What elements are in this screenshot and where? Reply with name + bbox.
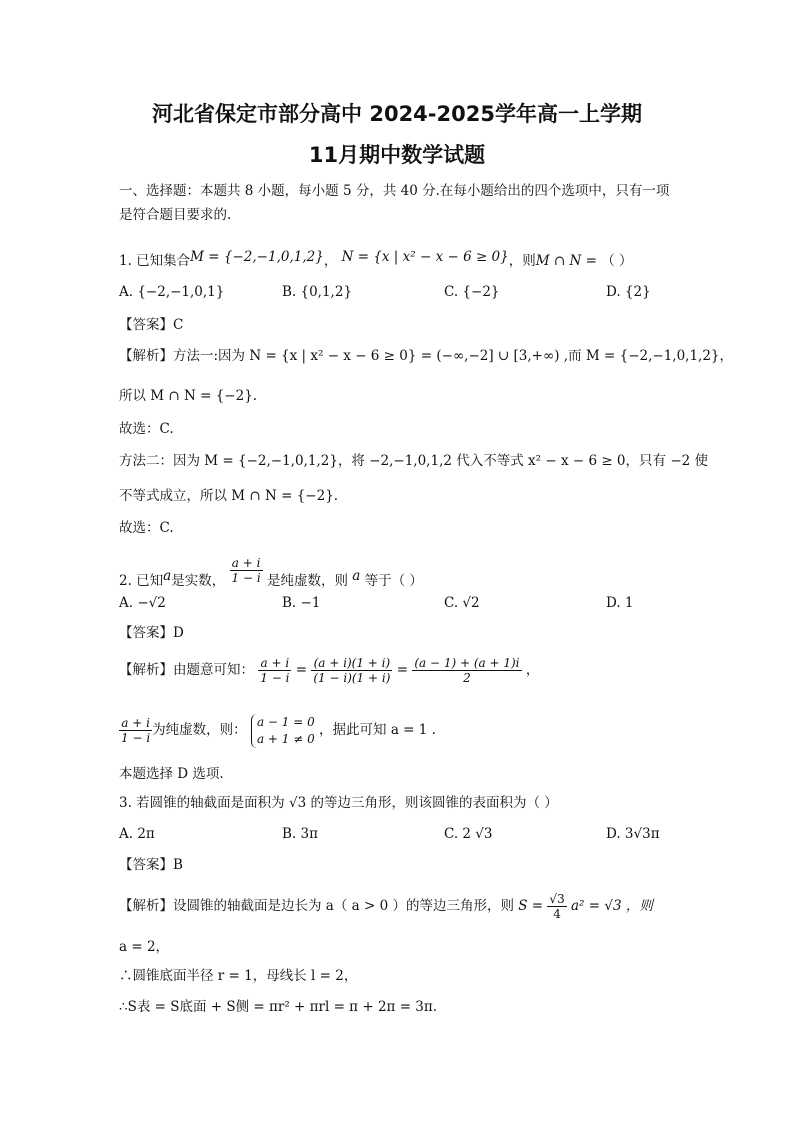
q3-option-d: D. 3√3π [606,826,660,842]
q1-option-b: B. {0,1,2} [282,284,353,300]
q2-system-line-1: a − 1 = 0 [256,714,315,729]
q1-analysis-2: 所以 M ∩ N = {−2}. [119,388,258,404]
q1-answer: 【答案】C [119,317,184,333]
q2-option-d: D. 1 [606,595,634,611]
q2-answer: 【答案】D [119,625,184,641]
q2-analysis-1 [119,652,539,688]
q2-option-b: B. −1 [282,595,321,611]
q1-stem-mid: ，则 [508,253,536,269]
q3-analysis-4: ∴S表 = S底面 + S侧 = πr² + πrl = π + 2π = 3π. [119,999,438,1015]
q2-system-line-2: a + 1 ≠ 0 [256,731,315,746]
q2-f3-den: 2 [463,671,471,685]
q2-var-a-2: a [352,568,361,584]
q3-frac-num: √3 [549,892,565,906]
q2-analysis-2-mid: 为纯虚数，则： [152,722,247,738]
q2-stem-frac-den: 1 − i [231,571,261,585]
q1-option-c: C. {−2} [444,284,500,300]
q3-frac-den: 4 [553,907,561,921]
q1-option-a: A. {−2,−1,0,1} [119,284,225,300]
q2-analysis-2-end: ，据此可知 a = 1 . [319,722,436,738]
q3-s-rest: a² = √3 ，则 [571,898,653,914]
q1-set-m: M = {−2,−1,0,1,2} [190,249,324,265]
q2-eq-1: = [295,662,308,678]
q1-set-n: N = {x | x² − x − 6 ≥ 0} [341,249,509,265]
q2-analysis-2 [119,710,436,750]
q3-analysis-2: a = 2， [119,939,170,955]
q2-stem-frac-num: a + i [230,556,263,571]
q2-f2-num: (a + i)(1 + i) [311,656,392,671]
q1-analysis-6: 故选：C. [119,520,174,536]
q2-eq-2: = [396,662,409,678]
q2-stem [119,556,423,596]
q1-stem-sep: ， [323,253,338,269]
q2-f1-den: 1 − i [260,671,290,685]
q2-fraction-4 [119,716,152,745]
q2-f4-num: a + i [119,716,152,731]
q2-fraction-2 [311,656,392,685]
q3-s-eq: S = [518,898,544,914]
q1-option-d: D. {2} [606,284,651,300]
q2-option-c: C. √2 [444,595,480,611]
section-heading-line-1: 一、选择题：本题共 8 小题，每小题 5 分，共 40 分.在每小题给出的四个选项中，只有一项 [119,183,670,199]
q2-comma: ， [525,662,540,678]
q1-expr: M ∩ N = [535,253,597,269]
q2-f2-den: (1 − i)(1 + i) [313,671,391,685]
q3-option-c: C. 2 √3 [444,826,493,842]
document-title-line-1: 河北省保定市部分高中 2024-2025学年高一上学期 [152,102,642,126]
q2-f1-num: a + i [258,656,291,671]
q3-analysis-3: ∴圆锥底面半径 r = 1，母线长 l = 2， [119,968,358,984]
q2-fraction-1 [258,656,291,685]
q2-stem-d: 等于（ ） [364,573,423,589]
q2-option-a: A. −√2 [119,595,166,611]
q2-f3-num: (a − 1) + (a + 1)i [414,656,520,670]
q3-analysis-1 [119,888,653,924]
q1-analysis-3: 故选：C. [119,421,174,437]
q1-analysis-5: 不等式成立，所以 M ∩ N = {−2}. [119,488,339,504]
q2-stem-b: 是实数， [171,573,226,589]
q2-stem-fraction [230,556,263,585]
q1-analysis-1: 【解析】方法一:因为 N = {x | x² − x − 6 ≥ 0} = (−∞,−2] ∪ [3,+∞) ,而 M = {−2,−1,0,1,2}， [119,348,734,364]
q1-stem [119,248,632,270]
section-heading-line-2: 是符合题目要求的. [119,207,232,223]
q2-fraction-3 [412,656,521,685]
q2-analysis-3: 本题选择 D 选项. [119,766,224,782]
q2-stem-c: 是纯虚数，则 [266,573,348,589]
q1-stem-prefix: 1. 已知集合 [119,253,191,269]
q1-paren: （ ） [601,253,633,269]
q2-stem-prefix: 2. 已知 [119,573,164,589]
q3-fraction [547,892,566,921]
q3-option-a: A. 2π [119,826,155,842]
q3-stem: 3. 若圆锥的轴截面是面积为 √3 的等边三角形，则该圆锥的表面积为（ ） [119,795,558,811]
q2-equation-system [251,714,315,748]
q2-analysis-prefix: 【解析】由题意可知： [119,662,254,678]
q3-option-b: B. 3π [282,826,318,842]
document-title-line-2: 11月期中数学试题 [308,143,486,167]
q3-answer: 【答案】B [119,857,183,873]
q2-var-a: a [163,568,172,584]
q1-analysis-4: 方法二：因为 M = {−2,−1,0,1,2}，将 −2,−1,0,1,2 代入不等式 x² − x − 6 ≥ 0，只有 −2 使 [119,453,709,469]
q2-f4-den: 1 − i [121,731,151,745]
q3-analysis-prefix: 【解析】设圆锥的轴截面是边长为 a（ a > 0 ）的等边三角形，则 [119,898,514,914]
